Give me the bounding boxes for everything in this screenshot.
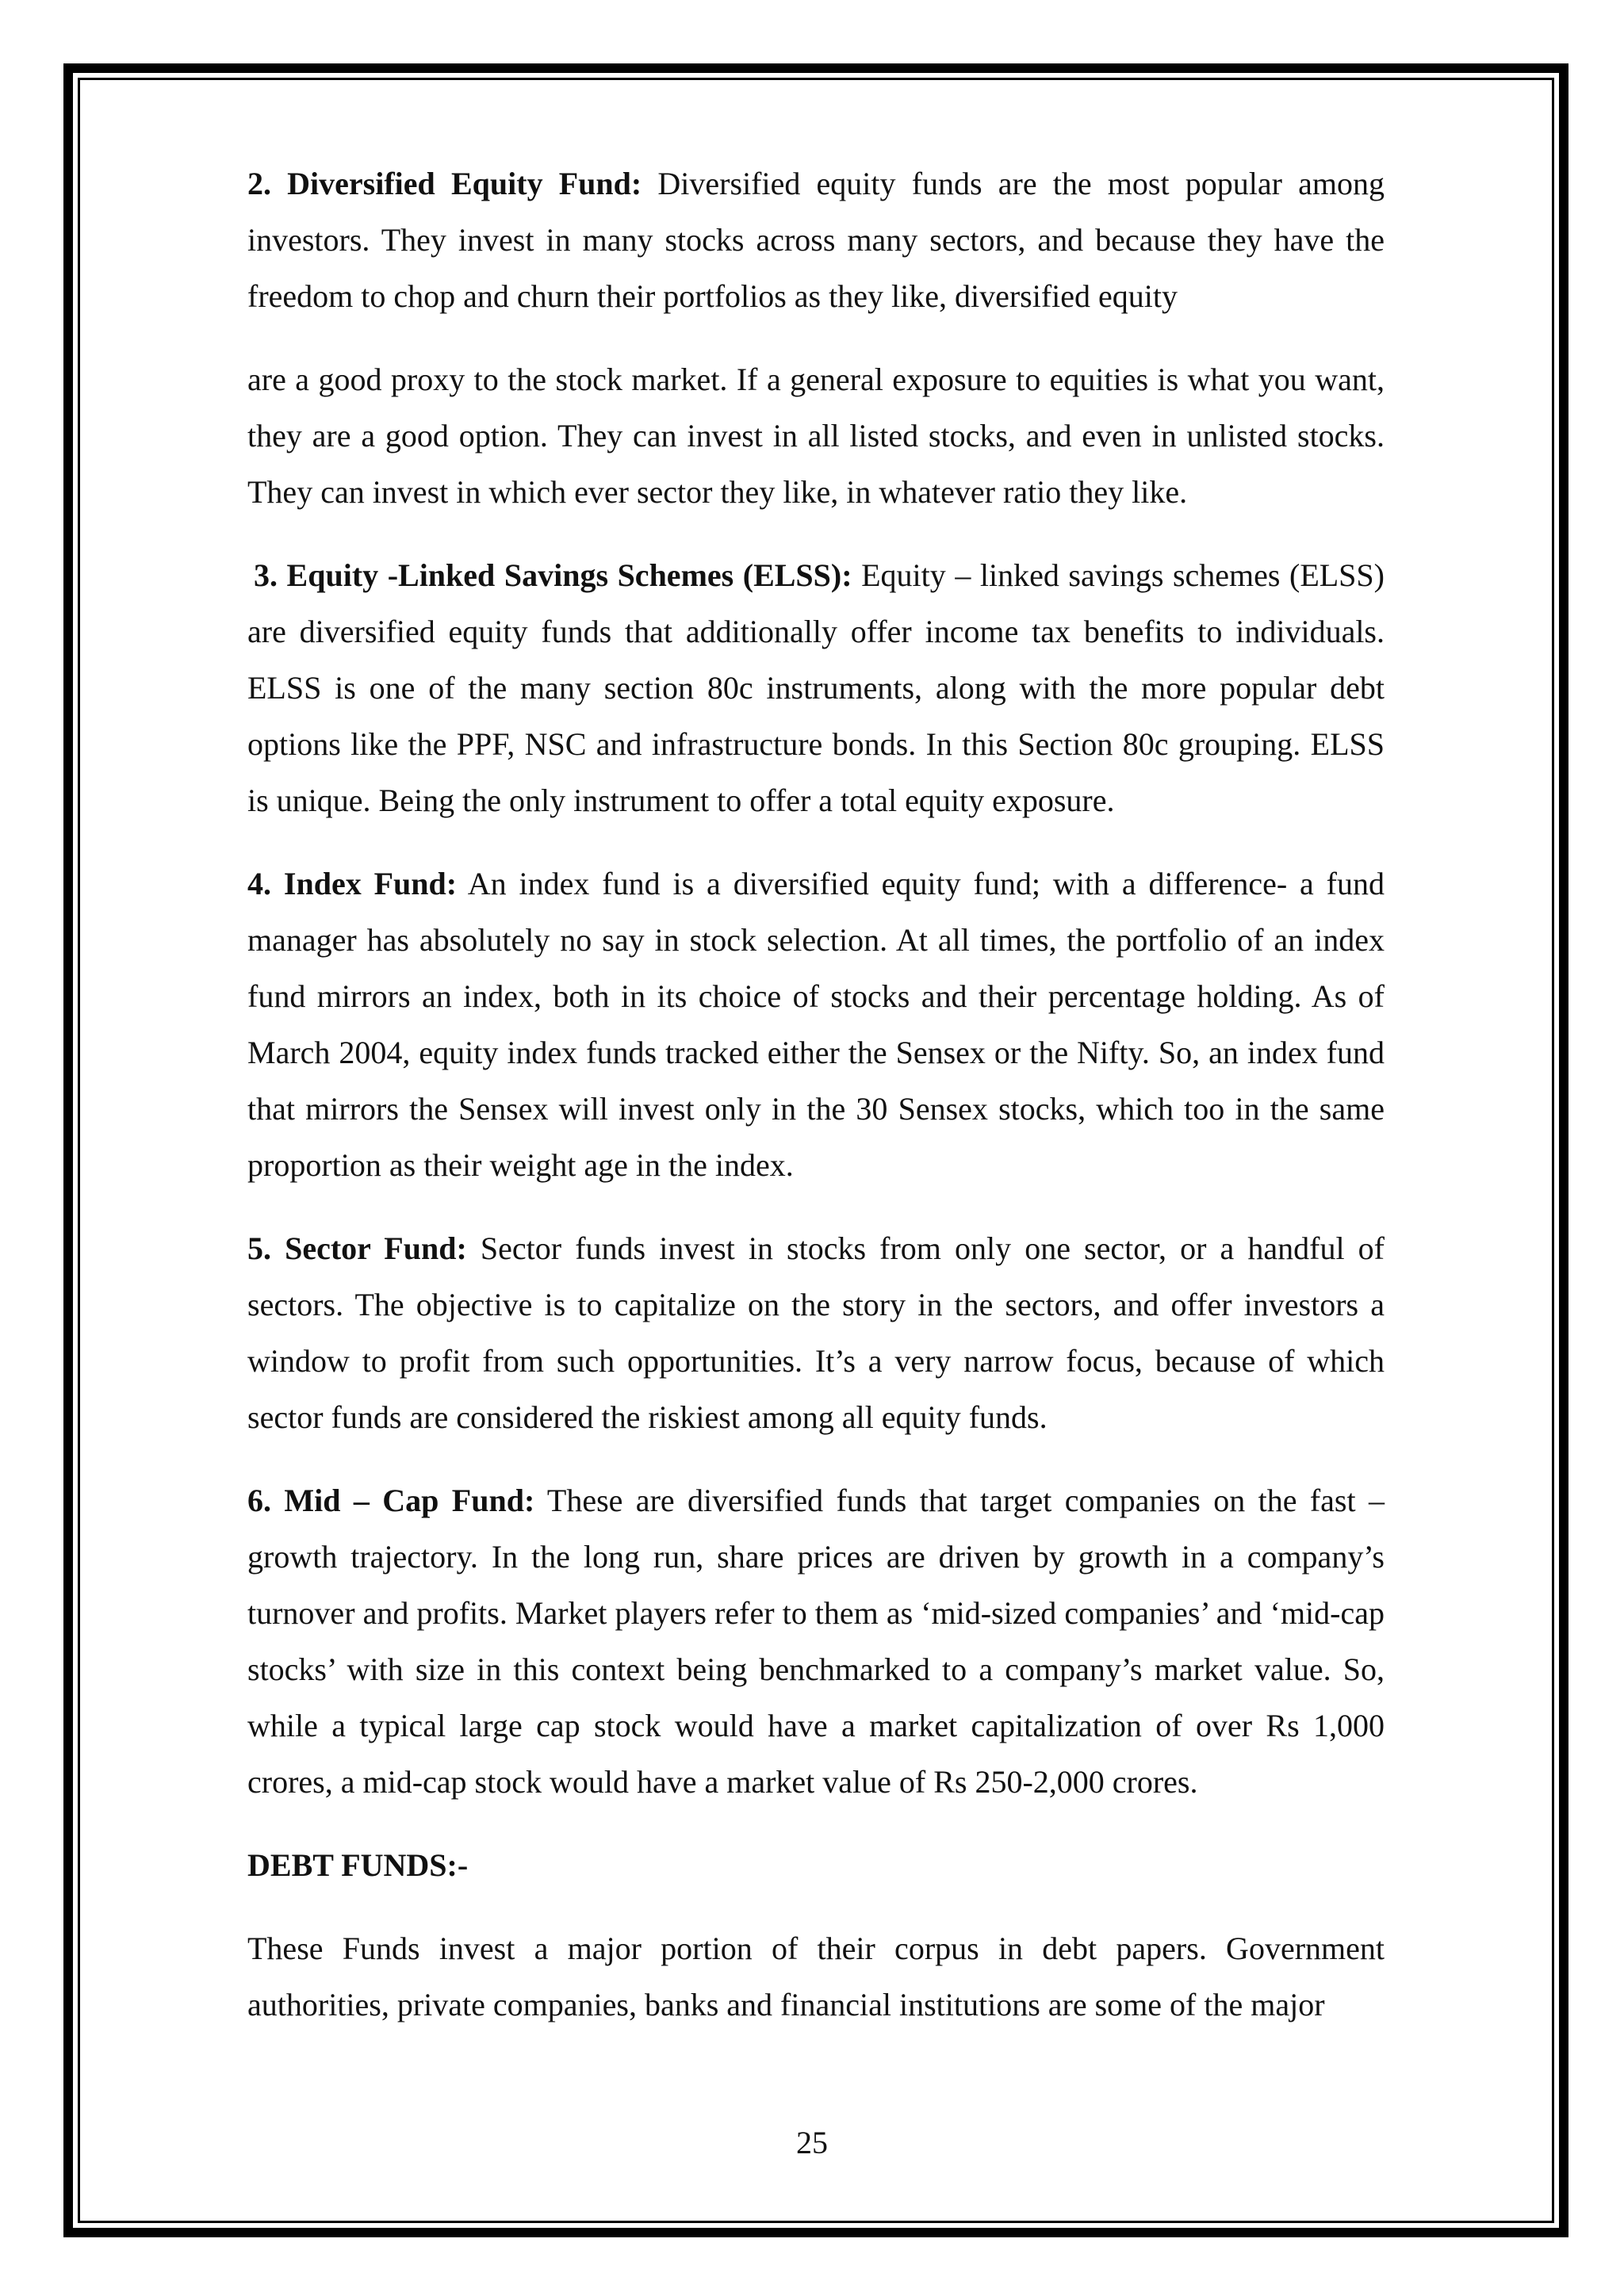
page-content <box>247 155 1385 2060</box>
paragraph-lead: 5. Sector Fund: <box>247 1230 467 1266</box>
paragraph-elss <box>247 547 1385 828</box>
paragraph-body: These are diversified funds that target companies on the fast – growth trajectory. In the long run, share prices are driven by growth in a company’s turnover and profits. Market players refer to them as ‘mid-sized companies’ and ‘mid-cap stocks’ with size in this context being benchmarked to a company’s market value. So, while a typical large cap stock would have a market capitalization of over Rs 1,000 crores, a mid-cap stock would have a market value of Rs 250-2,000 crores. <box>247 1483 1385 1800</box>
paragraph-body: Diversified equity funds are the most popular among investors. They invest in many stocks across many sectors, and because they have the freedom to chop and churn their portfolios as they like, diversified equity <box>247 166 1385 314</box>
paragraph-body: Sector funds invest in stocks from only one sector, or a handful of sectors. The objective is to capitalize on the story in the sectors, and offer investors a window to profit from such opportunities. It’s a very narrow focus, because of which sector funds are considered the riskiest among all equity funds. <box>247 1230 1385 1435</box>
paragraph-diversified-continued: are a good proxy to the stock market. If a general exposure to equities is what you want, they are a good option. They can invest in all listed stocks, and even in unlisted stocks. They can invest in which ever sector they like, in whatever ratio they like. <box>247 362 1385 510</box>
paragraph-sector-fund <box>247 1220 1385 1445</box>
page-number: 25 <box>796 2125 828 2160</box>
section-heading-debt-funds: DEBT FUNDS:- <box>247 1847 469 1883</box>
paragraph-lead: 6. Mid – Cap Fund: <box>247 1483 535 1518</box>
paragraph-lead: 4. Index Fund: <box>247 866 458 901</box>
paragraph-body: An index fund is a diversified equity fund; with a difference- a fund manager has absolutely no say in stock selection. At all times, the portfolio of an index fund mirrors an index, both in its choice of stocks and their percentage holding. As of March 2004, equity index funds tracked either the Sensex or the Nifty. So, an index fund that mirrors the Sensex will invest only in the 30 Sensex stocks, which too in the same proportion as their weight age in the index. <box>247 866 1385 1183</box>
paragraph-diversified-equity-fund <box>247 155 1385 324</box>
paragraph-body: Equity – linked savings schemes (ELSS) are diversified equity funds that additionally offer income tax benefits to individuals. ELSS is one of the many section 80c instruments, along with the more popular debt options like the PPF, NSC and infrastructure bonds. In this Section 80c grouping. ELSS is unique. Being the only instrument to offer a total equity exposure. <box>247 557 1385 818</box>
paragraph-lead: 2. Diversified Equity Fund: <box>247 166 642 201</box>
paragraph-debt-funds: These Funds invest a major portion of their corpus in debt papers. Government authorities, private companies, banks and financial institutions are some of the major <box>247 1931 1385 2022</box>
paragraph-index-fund <box>247 855 1385 1193</box>
paragraph-lead: 3. Equity -Linked Savings Schemes (ELSS): <box>254 557 852 593</box>
paragraph-mid-cap-fund <box>247 1472 1385 1810</box>
